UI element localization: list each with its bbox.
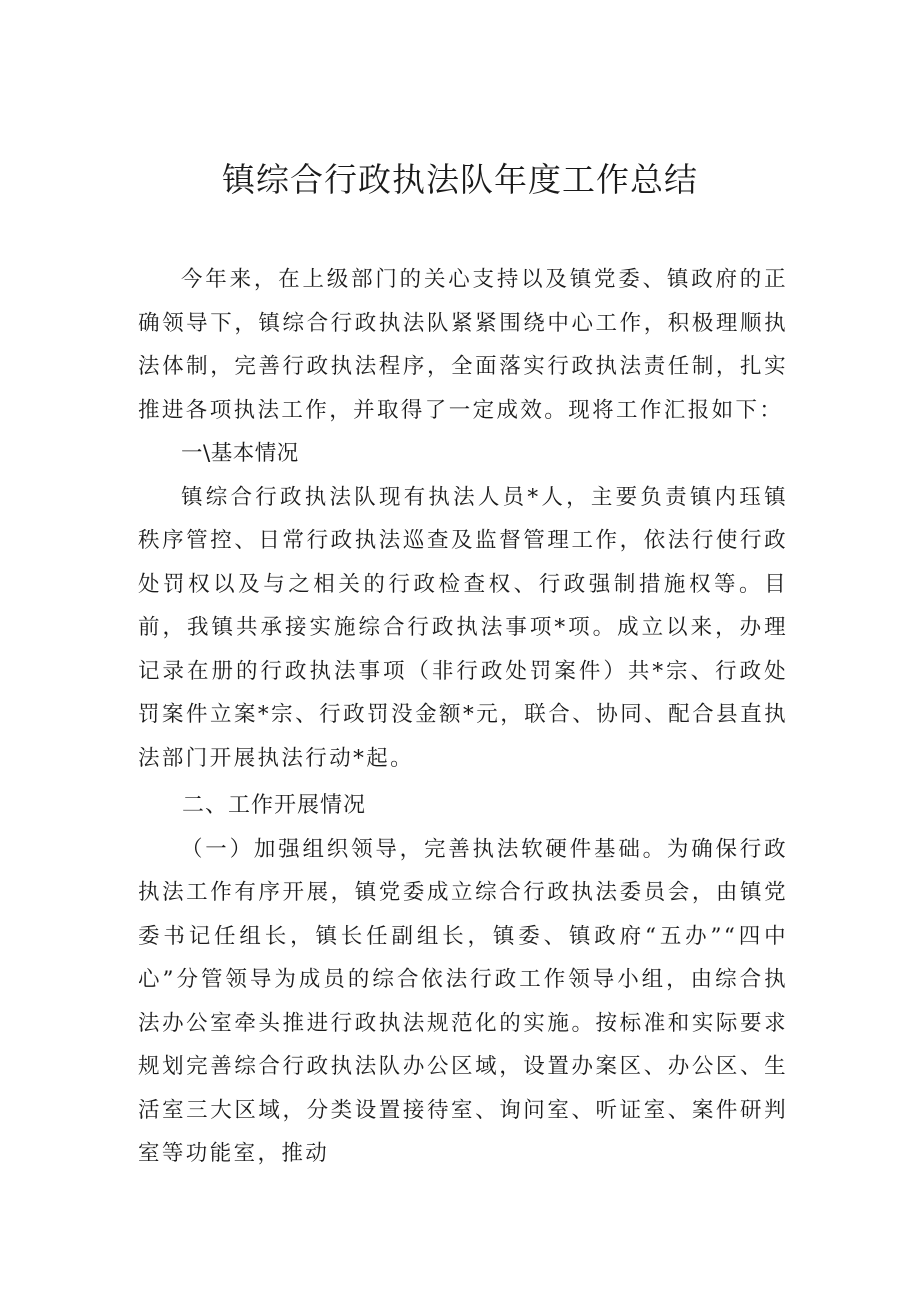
intro-paragraph: 今年来，在上级部门的关心支持以及镇党委、镇政府的正确领导下，镇综合行政执法队紧紧围绕中心工作，积极理顺执法体制，完善行政执法程序，全面落实行政执法责任制，扎实推进各项执法工作，并取得了一定成效。现将工作汇报如下： [138,267,788,423]
basic-situation-paragraph: 镇综合行政执法队现有执法人员*人，主要负责镇内珏镇秩序管控、日常行政执法巡查及监督管理工作，依法行使行政处罚权以及与之相关的行政检查权、行政强制措施权等。目前，我镇共承接实施综合行政执法事项*项。成立以来，办理记录在册的行政执法事项（非行政处罚案件）共*宗、行政处罚案件立案*宗、行政罚没金额*元，联合、协同、配合县直执法部门开展执法行动*起。 [138,484,788,771]
work-paragraph-1: （一）加强组织领导，完善执法软硬件基础。为确保行政执法工作有序开展，镇党委成立综合行政执法委员会，由镇党委书记任组长，镇长任副组长，镇委、镇政府“五办”“四中心”分管领导为成员的综合依法行政工作领导小组，由综合执法办公室牵头推进行政执法规范化的实施。按标准和实际要求规划完善综合行政执法队办公区域，设置办案区、办公区、生活室三大区域，分类设置接待室、询问室、听证室、案件研判室等功能室，推动 [138,836,788,1166]
document-title: 镇综合行政执法队年度工作总结 [222,160,698,199]
document-body [138,258,788,1176]
section-heading-basic: 一\基本情况 [181,441,299,466]
section-heading-work: 二、工作开展情况 [182,793,367,818]
